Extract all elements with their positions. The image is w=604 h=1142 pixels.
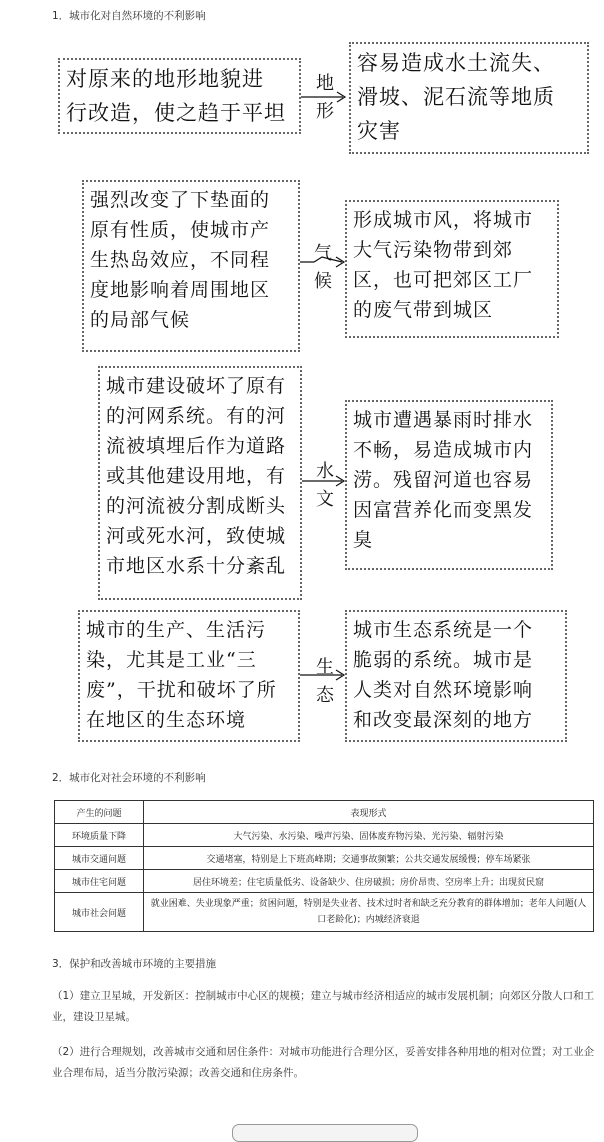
table-row — [55, 870, 594, 893]
label-hydrology: 水 文 — [316, 461, 334, 510]
measure-paragraph-1: （1）建立卫星城，开发新区：控制城市中心区的规模；建立与城市经济相适应的城市发展机制；向郊区分散人口和工业，建设卫星城。 — [52, 990, 595, 1023]
table-header-cell: 表现形式 — [144, 801, 594, 824]
social-impact-table — [54, 800, 594, 932]
cause-box-ecology: 城市的生产、生活污 染，尤其是工业“三 废”，干扰和破坏了所 在地区的生态环境 — [78, 610, 300, 742]
table-cell: 交通堵塞，特别是上下班高峰期；交通事故频繁；公共交通发展缓慢；停车场紧张 — [144, 847, 594, 870]
table-cell: 城市社会问题 — [55, 893, 144, 932]
effect-box-hydrology: 城市遭遇暴雨时排水 不畅，易造成城市内 涝。残留河道也容易 因富营养化而变黑发 臭 — [345, 400, 553, 570]
measure-paragraph-2: （2）进行合理规划，改善城市交通和居住条件：对城市功能进行合理分区，妥善安排各种用地的相对位置；对工业企业合理布局，适当分散污染源；改善交通和住房条件。 — [52, 1046, 595, 1079]
section3-heading: 3．保护和改善城市环境的主要措施 — [52, 958, 217, 970]
table-row — [55, 893, 594, 932]
table-cell: 居住环境差；住宅质量低劣、设备缺少、住房破损；房价昂贵、空房率上升；出现贫民窟 — [144, 870, 594, 893]
arrow-hydrology — [302, 474, 348, 488]
table-header-row — [55, 801, 594, 824]
section2-heading: 2．城市化对社会环境的不利影响 — [52, 772, 206, 784]
table-cell: 城市交通问题 — [55, 847, 144, 870]
table-row — [55, 824, 594, 847]
cause-box-climate: 强烈改变了下垫面的 原有性质，使城市产 生热岛效应，不同程 度地影响着周围地区 的局部气候 — [82, 180, 300, 352]
arrow-ecology — [300, 668, 348, 682]
effect-box-climate: 形成城市风，将城市 大气污染物带到郊 区，也可把郊区工厂 的废气带到城区 — [345, 200, 559, 338]
label-climate: 气 候 — [314, 243, 332, 292]
pagination-bar[interactable] — [232, 1124, 418, 1142]
arrow-climate — [300, 255, 348, 269]
label-terrain: 地 形 — [316, 73, 334, 122]
effect-box-terrain: 容易造成水土流失、 滑坡、泥石流等地质 灾害 — [349, 42, 589, 154]
table-cell: 城市住宅问题 — [55, 870, 144, 893]
cause-box-terrain: 对原来的地形地貌进 行改造，使之趋于平坦 — [58, 58, 301, 134]
table-cell: 大气污染、水污染、噪声污染、固体废弃物污染、光污染、辐射污染 — [144, 824, 594, 847]
table-cell: 环境质量下降 — [55, 824, 144, 847]
arrow-terrain — [301, 90, 349, 104]
table-cell: 就业困难、失业现象严重；贫困问题，特别是失业者、技术过时者和缺乏充分教育的群体增加；老年人问题(人口老龄化)；内城经济衰退 — [144, 893, 594, 932]
table-row — [55, 847, 594, 870]
effect-box-ecology: 城市生态系统是一个 脆弱的系统。城市是 人类对自然环境影响 和改变最深刻的地方 — [345, 610, 567, 742]
cause-box-hydrology: 城市建设破坏了原有 的河网系统。有的河 流被填埋后作为道路 或其他建设用地，有 的河流被分割成断头 河或死水河，致使城 市地区水系十分紊乱 — [98, 366, 302, 600]
table-header-cell: 产生的问题 — [55, 801, 144, 824]
section1-heading: 1．城市化对自然环境的不利影响 — [52, 10, 206, 22]
label-ecology: 生 态 — [316, 657, 334, 706]
